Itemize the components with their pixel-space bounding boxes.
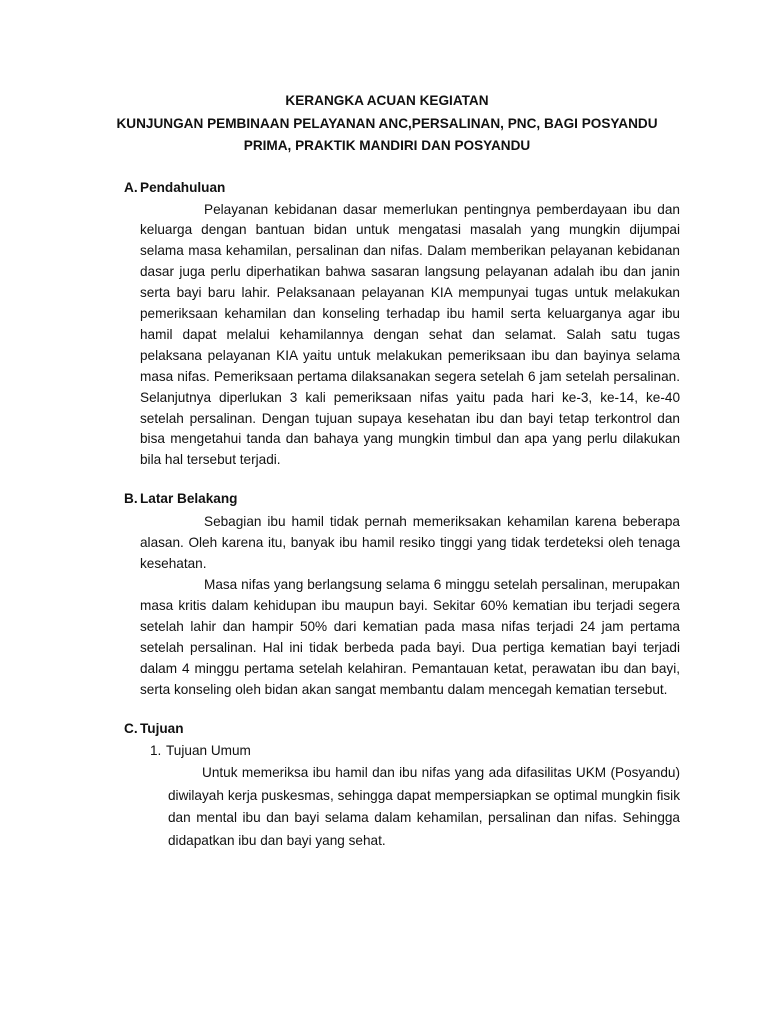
- section-heading-text: Latar Belakang: [140, 491, 238, 507]
- subsection-paragraph: Untuk memeriksa ibu hamil dan ibu nifas yang ada difasilitas UKM (Posyandu) diwilayah kerja puskesmas, sehingga dapat mempersiapkan se optimal mungkin fisik dan mental ibu dan bayi selama dalam kehamilan, persalinan dan nifas. Sehingga didapatkan ibu dan bayi yang sehat.: [168, 765, 680, 848]
- document-title-block: [92, 90, 682, 158]
- section-latar-belakang: [124, 488, 680, 700]
- subsection-heading-text: Tujuan Umum: [166, 743, 251, 759]
- document-title-line-2: KUNJUNGAN PEMBINAAN PELAYANAN ANC,PERSALINAN, PNC, BAGI POSYANDU: [116, 115, 658, 131]
- section-paragraph: Masa nifas yang berlangsung selama 6 minggu setelah persalinan, merupakan masa kritis dalam kehidupan ibu maupun bayi. Sekitar 60% kematian ibu terjadi segera setelah lahir dan hampir 50% dari kematian pada masa nifas terjadi 24 jam pertama setelah persalinan. Hal ini tidak berbeda pada bayi. Dua pertiga kematian bayi terjadi dalam 4 minggu pertama setelah kelahiran. Pemantauan ketat, perawatan ibu dan bayi, serta konseling oleh bidan akan sangat membantu dalam mencegah kematian tersebut.: [140, 577, 680, 697]
- document-title-line-3: PRIMA, PRAKTIK MANDIRI DAN POSYANDU: [243, 138, 531, 153]
- section-paragraph: Pelayanan kebidanan dasar memerlukan pentingnya pemberdayaan ibu dan keluarga dengan bantuan bidan untuk mengatasi masalah yang mungkin dijumpai selama masa kehamilan, persalinan dan nifas. Dalam memberikan pelayanan kebidanan dasar juga perlu diperhatikan bahwa sasaran langsung pelayanan adalah ibu dan janin serta bayi baru lahir. Pelaksanaan pelayanan KIA mempunyai tugas untuk melakukan pemeriksaan kehamilan dan konseling terhadap ibu hamil serta keluarganya agar ibu hamil dapat melalui kehamilannya dengan sehat dan selamat. Salah satu tugas pelaksana pelayanan KIA yaitu untuk melakukan pemeriksaan ibu dan bayinya selama masa nifas. Pemeriksaan pertama dilaksanakan segera setelah 6 jam setelah persalinan. Selanjutnya diperlukan 3 kali pemeriksaan nifas yaitu pada hari ke-3, ke-14, ke-40 setelah persalinan. Dengan tujuan supaya kesehatan ibu dan bayi tetap terkontrol dan bisa mengetahui tanda dan bahaya yang mungkin timbul dan apa yang perlu dilakukan bila hal tersebut terjadi.: [140, 201, 680, 468]
- section-heading-text: Pendahuluan: [140, 179, 226, 195]
- subsection-heading: [150, 740, 680, 762]
- section-marker: A.: [124, 179, 138, 195]
- section-heading: [124, 177, 680, 199]
- section-heading: [124, 488, 680, 510]
- section-pendahuluan: [124, 177, 680, 472]
- section-marker: C.: [124, 721, 138, 737]
- section-heading: [124, 718, 680, 740]
- subsection-number: 1.: [150, 743, 162, 759]
- section-marker: B.: [124, 491, 138, 507]
- section-paragraph: Sebagian ibu hamil tidak pernah memeriksakan kehamilan karena beberapa alasan. Oleh karena itu, banyak ibu hamil resiko tinggi yang tidak terdeteksi oleh tenaga kesehatan.: [140, 514, 680, 572]
- document-title-line-1: KERANGKA ACUAN KEGIATAN: [285, 93, 489, 108]
- section-heading-text: Tujuan: [140, 721, 184, 737]
- section-tujuan: [124, 718, 680, 852]
